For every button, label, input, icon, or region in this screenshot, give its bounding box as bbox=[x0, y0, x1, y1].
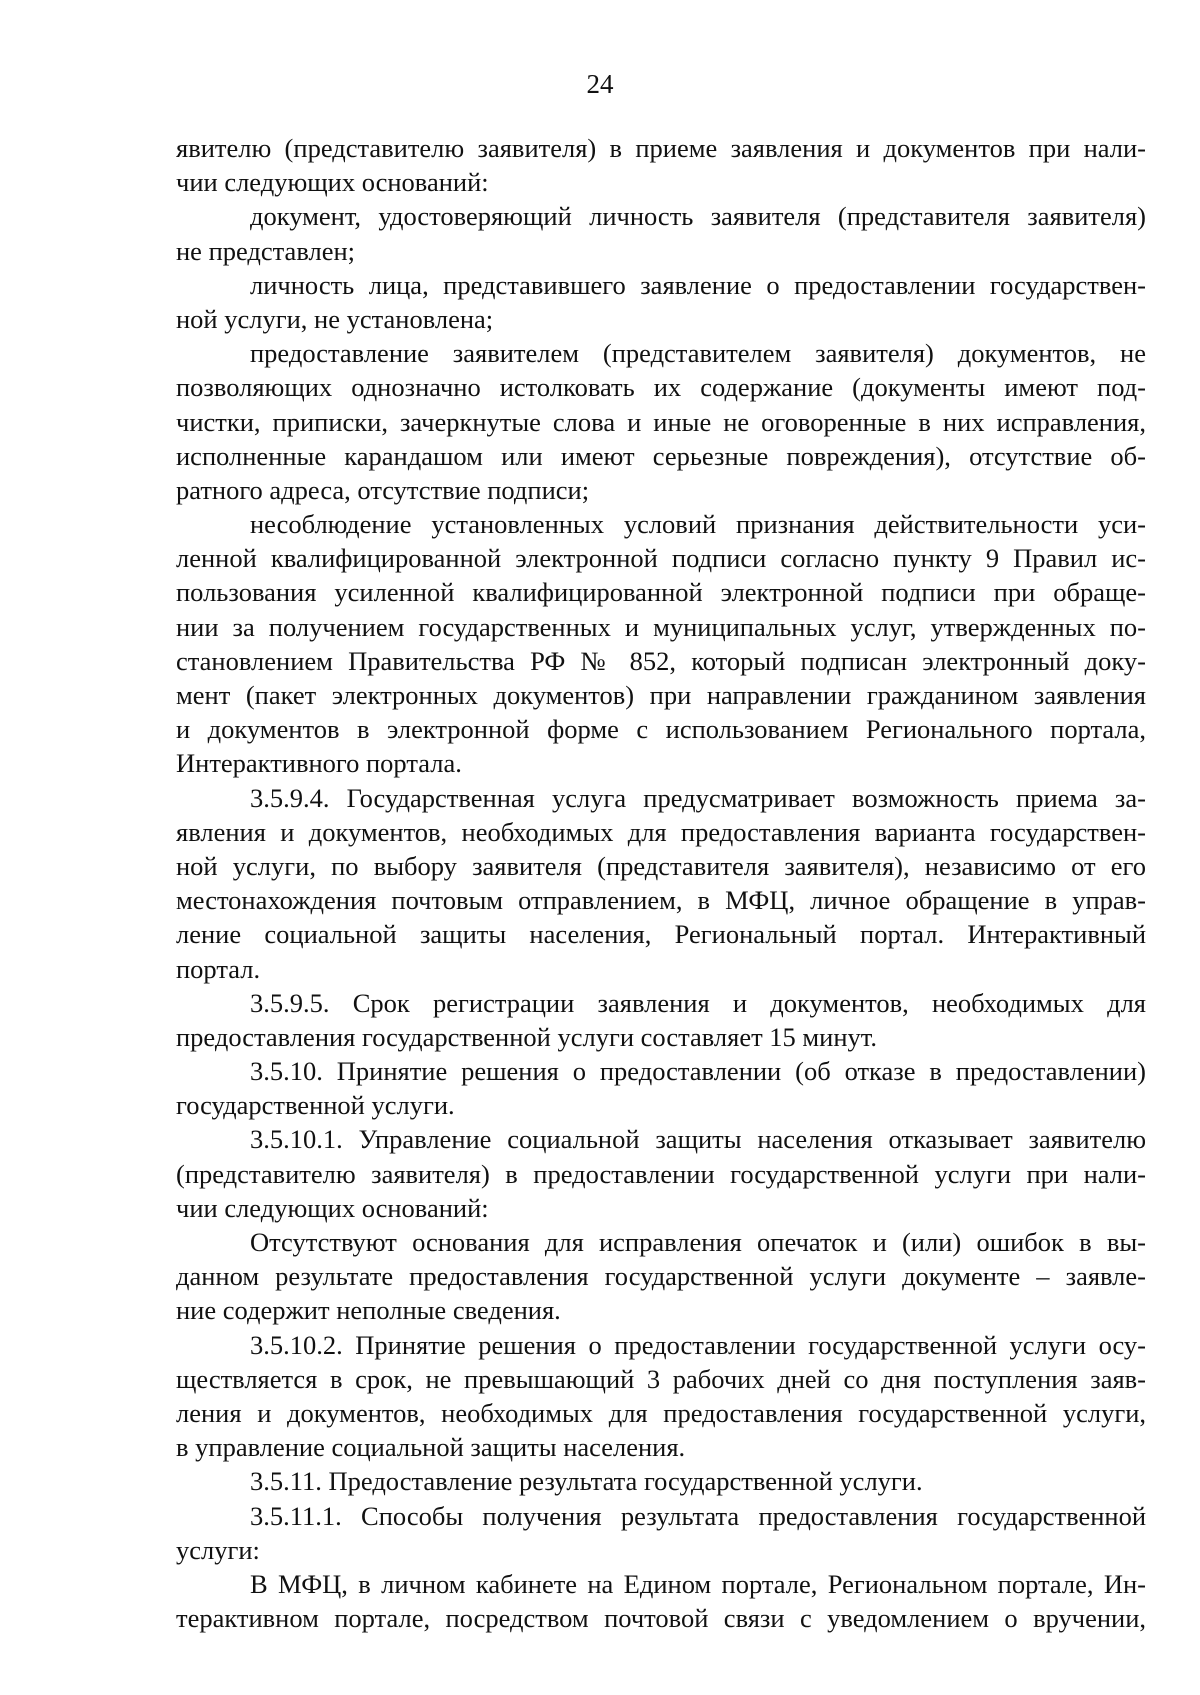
text-line: предоставления государственной услуги составляет 15 минут. bbox=[176, 1021, 878, 1052]
text-line: предоставление заявителем (представителем заявителя) документов, не bbox=[250, 338, 1146, 369]
text-line: услуги: bbox=[176, 1534, 260, 1565]
text-line: 3.5.11.1. Способы получения результата предоставления государственной bbox=[250, 1500, 1146, 1531]
text-line: ной услуги, по выбору заявителя (представителя заявителя), независимо от его bbox=[176, 850, 1146, 881]
text-line: 3.5.9.5. Срок регистрации заявления и документов, необходимых для bbox=[250, 987, 1146, 1018]
text-line: нии за получением государственных и муниципальных услуг, утвержденных по- bbox=[176, 611, 1146, 642]
text-line: ленной квалифицированной электронной подписи согласно пункту 9 Правил ис- bbox=[176, 543, 1146, 574]
text-line: чии следующих оснований: bbox=[176, 167, 489, 198]
text-line: чистки, приписки, зачеркнутые слова и иные не оговоренные в них исправления, bbox=[176, 406, 1146, 437]
text-line: явителю (представителю заявителя) в приеме заявления и документов при нали- bbox=[176, 133, 1146, 163]
text-line: ление социальной защиты населения, Региональный портал. Интерактивный bbox=[176, 919, 1146, 950]
text-line: исполненные карандашом или имеют серьезные повреждения), отсутствие об- bbox=[176, 440, 1146, 471]
text-line: ной услуги, не установлена; bbox=[176, 303, 494, 334]
text-line: пользования усиленной квалифицированной электронной подписи при обраще- bbox=[176, 577, 1146, 608]
text-line: портал. bbox=[176, 953, 261, 984]
text-line: терактивном портале, посредством почтовой связи с уведомлением о вручении, bbox=[176, 1603, 1146, 1634]
text-line: в управление социальной защиты населения. bbox=[176, 1432, 686, 1463]
text-line: 3.5.10.2. Принятие решения о предоставлении государственной услуги осу- bbox=[250, 1329, 1146, 1360]
text-line: чии следующих оснований: bbox=[176, 1192, 489, 1223]
text-line: местонахождения почтовым отправлением, в МФЦ, личное обращение в управ- bbox=[176, 885, 1146, 916]
text-line: не представлен; bbox=[176, 235, 356, 266]
text-line: государственной услуги. bbox=[176, 1090, 455, 1121]
text-line: становлением Правительства РФ № 852, который подписан электронный доку- bbox=[176, 645, 1146, 676]
text-line: личность лица, представившего заявление о предоставлении государствен- bbox=[250, 269, 1146, 300]
text-line: несоблюдение установленных условий признания действительности уси- bbox=[250, 509, 1146, 540]
text-line: мент (пакет электронных документов) при направлении гражданином заявления bbox=[176, 680, 1146, 710]
text-line: ления и документов, необходимых для предоставления государственной услуги, bbox=[176, 1397, 1146, 1428]
text-line: ние содержит неполные сведения. bbox=[176, 1295, 561, 1326]
text-line: ратного адреса, отсутствие подписи; bbox=[176, 474, 590, 505]
text-line: ществляется в срок, не превышающий 3 рабочих дней со дня поступления заяв- bbox=[176, 1363, 1146, 1394]
text-line: Отсутствуют основания для исправления опечаток и (или) ошибок в вы- bbox=[250, 1227, 1146, 1257]
text-line: позволяющих однозначно истолковать их содержание (документы имеют под- bbox=[176, 372, 1146, 403]
text-line: явления и документов, необходимых для предоставления варианта государствен- bbox=[176, 816, 1146, 847]
page-number: 24 bbox=[586, 69, 614, 99]
text-line: Интерактивного портала. bbox=[176, 748, 462, 779]
text-line: 3.5.9.4. Государственная услуга предусматривает возможность приема за- bbox=[250, 782, 1146, 813]
text-line: В МФЦ, в личном кабинете на Едином портале, Региональном портале, Ин- bbox=[250, 1568, 1146, 1599]
text-line: 3.5.10. Принятие решения о предоставлении (об отказе в предоставлении) bbox=[250, 1056, 1146, 1087]
text-line: и документов в электронной форме с использованием Регионального портала, bbox=[176, 714, 1146, 745]
text-line: 3.5.10.1. Управление социальной защиты населения отказывает заявителю bbox=[250, 1124, 1146, 1155]
text-line: 3.5.11. Предоставление результата государственной услуги. bbox=[250, 1466, 923, 1497]
text-line: данном результате предоставления государственной услуги документе – заявле- bbox=[176, 1261, 1146, 1292]
text-line: документ, удостоверяющий личность заявителя (представителя заявителя) bbox=[250, 201, 1146, 232]
text-line: (представителю заявителя) в предоставлении государственной услуги при нали- bbox=[176, 1158, 1146, 1189]
document-body bbox=[176, 131, 1146, 1635]
